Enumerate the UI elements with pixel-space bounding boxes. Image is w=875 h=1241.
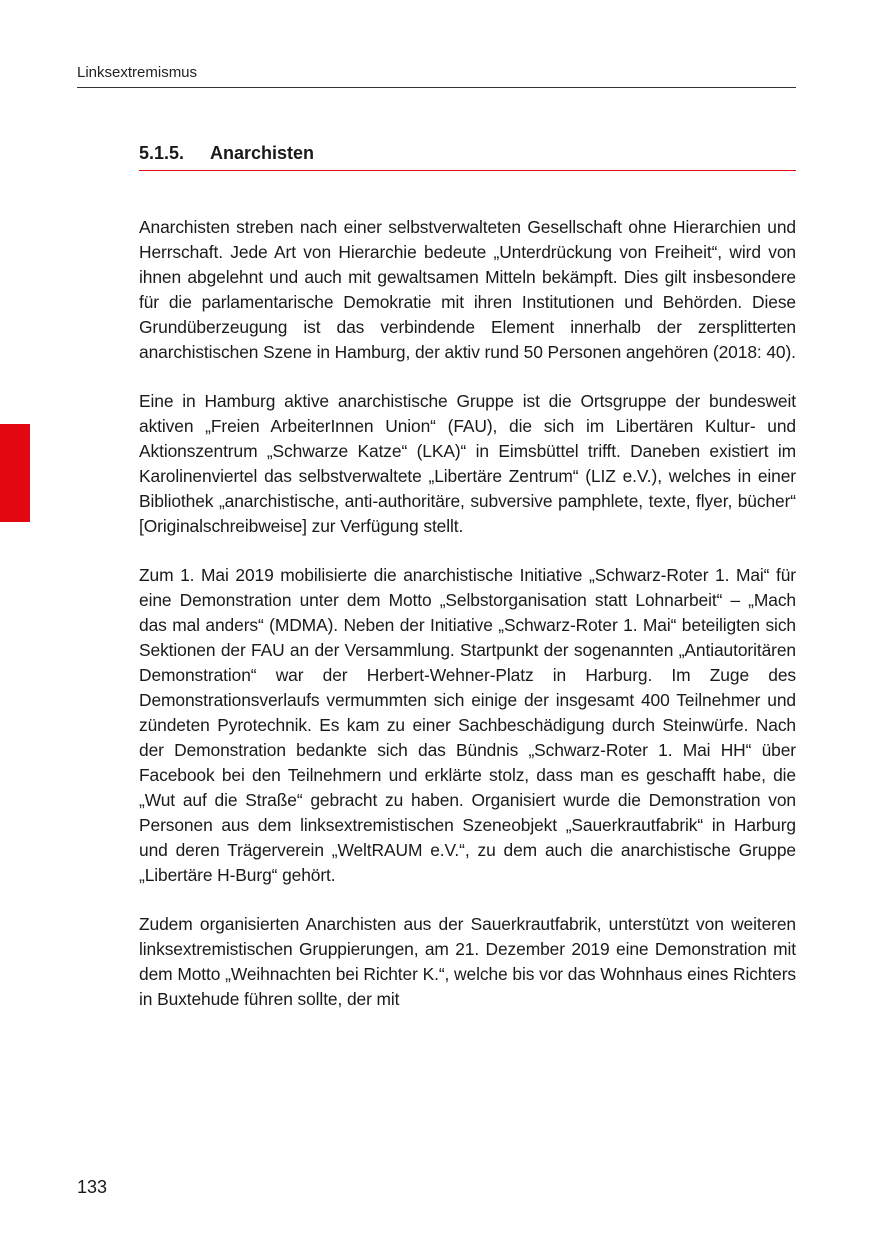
section-heading xyxy=(139,140,796,171)
section-number: 5.1.5. xyxy=(139,143,185,163)
paragraph-3: Zum 1. Mai 2019 mobilisierte die anarchistische Initiative „Schwarz-Roter 1. Mai“ für eine Demonstration unter dem Motto „Selbstorganisation statt Lohnarbeit“ – „Mach das mal anders“ (MDMA). Neben der Initiative „Schwarz-Roter 1. Mai“ beteiligten sich Sektionen der FAU an der Versammlung. Startpunkt der sogenannten „Antiautoritären Demonstration“ war der Herbert-Wehner-Platz in Harburg. Im Zuge des Demonstrationsverlaufs vermummten sich einige der insgesamt 400 Teilnehmer und zündeten Pyrotechnik. Es kam zu einer Sachbeschädigung durch Steinwürfe. Nach der Demonstration bedankte sich das Bündnis „Schwarz-Roter 1. Mai HH“ über Facebook bei den Teilnehmern und erklärte stolz, dass man es geschafft habe, die „Wut auf die Straße“ gebracht zu haben. Organisiert wurde die Demonstration von Personen aus dem linksextremistischen Szeneobjekt „Sauerkrautfabrik“ in Harburg und deren Trägerverein „WeltRAUM e.V.“, zu dem auch die anarchistische Gruppe „Libertäre H-Burg“ gehört. xyxy=(139,565,796,885)
body-text xyxy=(139,215,796,1036)
page-number: 133 xyxy=(77,1177,108,1197)
section-title: Anarchisten xyxy=(210,143,315,163)
paragraph-2: Eine in Hamburg aktive anarchistische Gruppe ist die Ortsgruppe der bundesweit aktiven „Freien ArbeiterInnen Union“ (FAU), die sich im Libertären Kultur- und Aktionszentrum „Schwarze Katze“ (LKA)“ in Eimsbüttel trifft. Daneben existiert im Karolinenviertel das selbstverwaltete „Libertäre Zentrum“ (LIZ e.V.), welches in einer Bibliothek „anarchistische, anti-authoritäre, subversive pamphlete, texte, flyer, bücher“ [Originalschreibweise] zur Verfügung stellt. xyxy=(139,391,796,536)
paragraph-4: Zudem organisierten Anarchisten aus der Sauerkrautfabrik, unterstützt von weiteren linksextremistischen Gruppierungen, am 21. Dezember 2019 eine Demonstration mit dem Motto „Weihnachten bei Richter K.“, welche bis vor das Wohnhaus eines Richters in Buxtehude führen sollte, der mit xyxy=(139,914,796,1009)
chapter-color-tab xyxy=(0,424,30,522)
running-header: Linksextremismus xyxy=(77,63,796,88)
paragraph-1: Anarchisten streben nach einer selbstverwalteten Gesellschaft ohne Hierarchien und Herrschaft. Jede Art von Hierarchie bedeute „Unterdrückung von Freiheit“, wird von ihnen abgelehnt und auch mit gewaltsamen Mitteln bekämpft. Dies gilt insbesondere für die parlamentarische Demokratie mit ihren Institutionen und Behörden. Diese Grundüberzeugung ist das verbindende Element innerhalb der zersplitterten anarchistischen Szene in Hamburg, der aktiv rund 50 Personen angehören (2018: 40). xyxy=(139,217,796,362)
